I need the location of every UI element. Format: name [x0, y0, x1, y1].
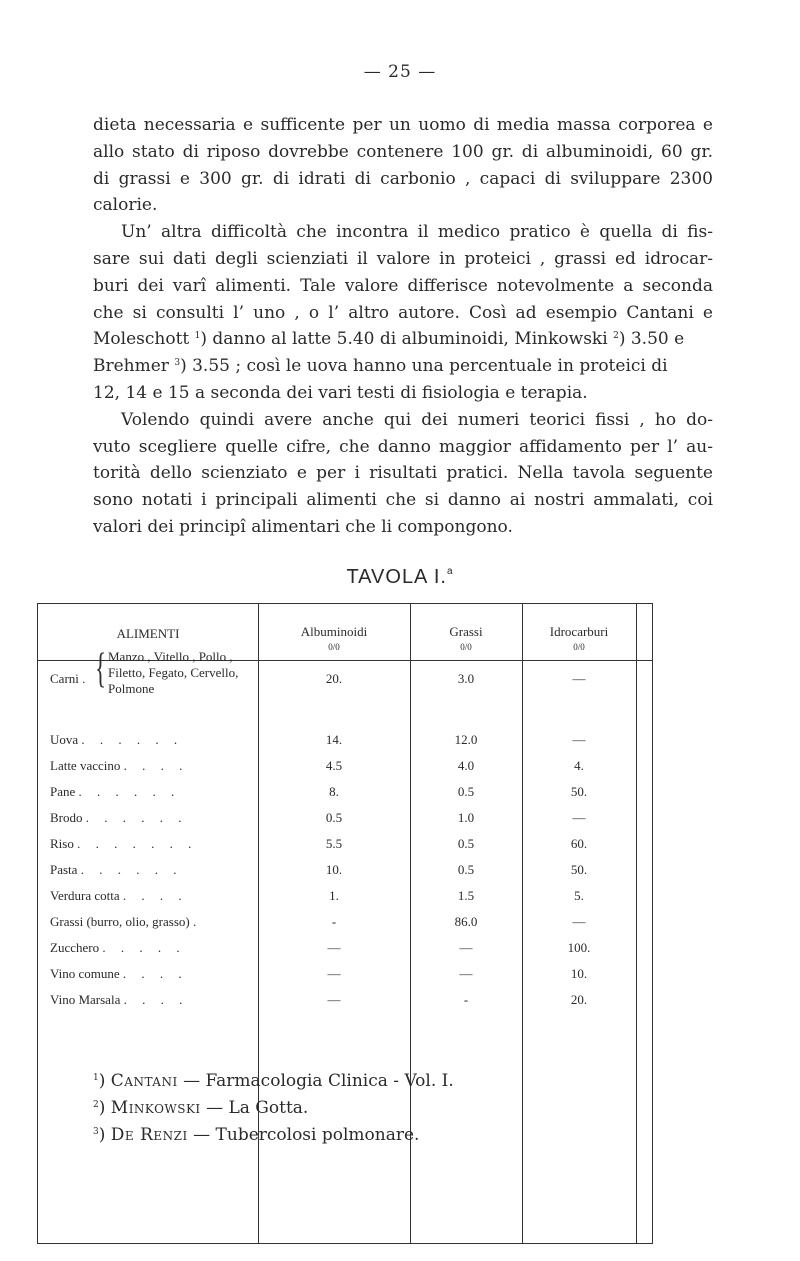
text-line: buri dei varî alimenti. Tale valore differisce notevolmente a seconda [93, 275, 713, 296]
footnotes [93, 1068, 693, 1149]
row-dots: . . . . [123, 758, 189, 773]
cell-alimento [50, 966, 188, 982]
text-line: valori dei principî alimentari che li compongono. [93, 516, 513, 537]
text-line: sono notati i principali alimenti che si danno ai nostri ammalati, coi [93, 490, 713, 511]
row-name: Vino Marsala [50, 992, 121, 1007]
cell-idrocarburi: 60. [570, 836, 588, 851]
cell-alimento [50, 810, 188, 826]
text-line: di grassi e 300 gr. di idrati di carbonio , capaci di sviluppare 2300 [93, 168, 713, 189]
table-row [38, 728, 652, 754]
text-fragment: ) danno al latte 5.40 di albuminoidi, Minkowski [200, 329, 608, 350]
row-dots: . . . . . . [80, 862, 183, 877]
table-row [38, 936, 652, 962]
paragraph-2 [93, 219, 713, 407]
table-title-text: TAVOLA I. [346, 566, 447, 588]
row-dots: . . . . . . [78, 784, 181, 799]
header-label: Idrocarburi [549, 624, 609, 639]
brace-icon: { [95, 646, 107, 692]
cell-alimento [50, 758, 188, 774]
footnote-ref-3: 3 [174, 358, 181, 369]
text-line: calorie. [93, 195, 158, 216]
cell-alimento [50, 836, 197, 852]
row-dots: . . . . . [102, 940, 186, 955]
cell-idrocarburi: 20. [570, 992, 588, 1007]
carni-item: Manzo , Vitello , Pollo , [108, 649, 233, 664]
cell-alimento [50, 914, 202, 930]
cell-albuminoidi: 8. [329, 784, 339, 799]
text-fragment: ) 3.55 ; così le uova hanno una percentuale in proteici di [180, 356, 668, 377]
row-name: Zucchero [50, 940, 100, 955]
cell-albuminoidi: 1. [329, 888, 339, 903]
cell-grassi: — [459, 940, 473, 955]
table-row [38, 780, 652, 806]
author-moleschott: Moleschott [93, 329, 190, 350]
row-dots: . . . . . . . [77, 836, 198, 851]
text-line [93, 353, 713, 380]
footnote-text: — Farmacologia Clinica - Vol. I. [177, 1071, 454, 1091]
text-line: 12, 14 e 15 a seconda dei vari testi di fisiologia e terapia. [93, 382, 588, 403]
header-unit: 0/0 [573, 642, 585, 652]
cell-alimento [50, 862, 182, 878]
text-line: Volendo quindi avere anche qui dei numeri teorici fissi , ho do- [121, 409, 713, 430]
cell-albuminoidi: 5.5 [325, 836, 343, 851]
cell-idrocarburi: — [572, 914, 586, 929]
table-row [38, 806, 652, 832]
cell-alimento [50, 784, 180, 800]
cell-alimento [50, 992, 188, 1008]
text-line: torità dello scienziato e per i risultati pratici. Nella tavola seguente [93, 463, 713, 484]
header-alimenti: ALIMENTI [116, 626, 180, 641]
header-grassi [410, 624, 522, 651]
cell-grassi: 1.0 [457, 810, 475, 825]
text-line: sare sui dati degli scienziati il valore in proteici , grassi ed idrocar- [93, 248, 713, 269]
text-line: dieta necessaria e sufficente per un uomo di media massa corporea e [93, 115, 713, 135]
row-name: Riso [50, 836, 74, 851]
cell-idrocarburi: 5. [574, 888, 584, 903]
row-dots: . . . . . . [85, 810, 188, 825]
carni-item: Polmone [108, 681, 155, 696]
row-dots: . . . . [122, 966, 188, 981]
cell-alimento [50, 732, 183, 748]
row-name: Uova [50, 732, 79, 747]
row-dots: . [192, 914, 203, 929]
footnote-author: Minkowski [110, 1098, 201, 1118]
header-albuminoidi [258, 624, 410, 651]
cell-idrocarburi: — [572, 732, 586, 747]
table-title [0, 566, 800, 589]
row-name: Latte vaccino [50, 758, 121, 773]
row-dots: . . . . [123, 992, 189, 1007]
page-number: — 25 — [363, 62, 437, 82]
cell-albuminoidi: 10. [325, 862, 343, 877]
text-fragment: ) 3.50 e [618, 329, 685, 350]
cell-alimento [50, 940, 186, 956]
header-label: Albuminoidi [300, 624, 368, 639]
cell-grassi: 3.0 [457, 671, 475, 686]
cell-albuminoidi: - [331, 914, 337, 929]
cell-albuminoidi: 4.5 [325, 758, 343, 773]
table-row [38, 832, 652, 858]
footnote-1: $^1$) Cantani — Farmacologia Clinica - Vol. I. [93, 1071, 454, 1091]
row-dots: . . . . [122, 888, 188, 903]
body-text [93, 112, 713, 541]
cell-albuminoidi: — [327, 940, 341, 955]
footnote-number: 1 [93, 1073, 99, 1083]
text-line: allo stato di riposo dovrebbe contenere 100 gr. di albuminoidi, 60 gr. [93, 141, 713, 162]
footnote-ref-1: 1 [194, 331, 201, 342]
footnote-author: Cantani [110, 1071, 178, 1091]
cell-grassi: 1.5 [457, 888, 475, 903]
cell-grassi: 0.5 [457, 836, 475, 851]
row-name: Brodo [50, 810, 83, 825]
cell-idrocarburi: 50. [570, 784, 588, 799]
text-line [93, 326, 713, 353]
cell-alimento [50, 888, 188, 904]
cell-grassi: - [463, 992, 469, 1007]
footnote-number: 3 [93, 1127, 99, 1137]
paragraph-3 [93, 407, 713, 541]
cell-grassi: — [459, 966, 473, 981]
row-name: Vino comune [50, 966, 120, 981]
header-unit: 0/0 [328, 642, 340, 652]
footnote-2: $^2$) Minkowski — La Gotta. [93, 1098, 309, 1118]
cell-grassi: 12.0 [454, 732, 478, 747]
carni-label: Carni . [50, 671, 86, 686]
cell-albuminoidi: — [327, 966, 341, 981]
footnote-text: — Tubercolosi polmonare. [187, 1125, 420, 1145]
row-name: Pasta [50, 862, 78, 877]
header-idrocarburi [522, 624, 636, 651]
text-line: che si consulti l’ uno , o l’ altro autore. Così ad esempio Cantani e [93, 302, 713, 323]
table-row [38, 884, 652, 910]
table-row [38, 962, 652, 988]
text-line: Un’ altra difficoltà che incontra il medico pratico è quella di fis- [121, 222, 713, 243]
footnote-number: 2 [93, 1100, 99, 1110]
table-row [38, 858, 652, 884]
row-name: Pane [50, 784, 76, 799]
row-name: Grassi (burro, olio, grasso) [50, 914, 190, 929]
cell-albuminoidi: 20. [325, 671, 343, 686]
cell-albuminoidi: — [327, 992, 341, 1007]
table-title-sup: a [446, 566, 454, 577]
footnote-ref-2: 2 [613, 331, 619, 342]
row-name: Verdura cotta [50, 888, 120, 903]
table-row [38, 988, 652, 1014]
footnote-text: — La Gotta. [200, 1098, 309, 1118]
text-line: vuto scegliere quelle cifre, che danno maggior affidamento per l’ au- [93, 436, 713, 457]
table-row [38, 910, 652, 936]
cell-grassi: 86.0 [454, 914, 478, 929]
cell-albuminoidi: 0.5 [325, 810, 343, 825]
footnote-author: De Renzi [110, 1125, 188, 1145]
cell-idrocarburi: — [572, 671, 586, 686]
cell-idrocarburi: — [572, 810, 586, 825]
header-label: Grassi [449, 624, 483, 639]
cell-grassi: 0.5 [457, 784, 475, 799]
header-unit: 0/0 [460, 642, 472, 652]
cell-idrocarburi: 10. [570, 966, 588, 981]
table-row [38, 754, 652, 780]
row-dots: . . . . . . [81, 732, 184, 747]
carni-items [108, 649, 238, 697]
cell-idrocarburi: 50. [570, 862, 588, 877]
cell-idrocarburi: 4. [574, 758, 584, 773]
paragraph-1 [93, 112, 713, 219]
footnote-3: $^3$) De Renzi — Tubercolosi polmonare. [93, 1125, 420, 1145]
cell-albuminoidi: 14. [325, 732, 343, 747]
cell-idrocarburi: 100. [567, 940, 591, 955]
cell-grassi: 4.0 [457, 758, 475, 773]
carni-item: Filetto, Fegato, Cervello, [108, 665, 239, 680]
cell-grassi: 0.5 [457, 862, 475, 877]
author-brehmer: Brehmer [93, 356, 169, 377]
